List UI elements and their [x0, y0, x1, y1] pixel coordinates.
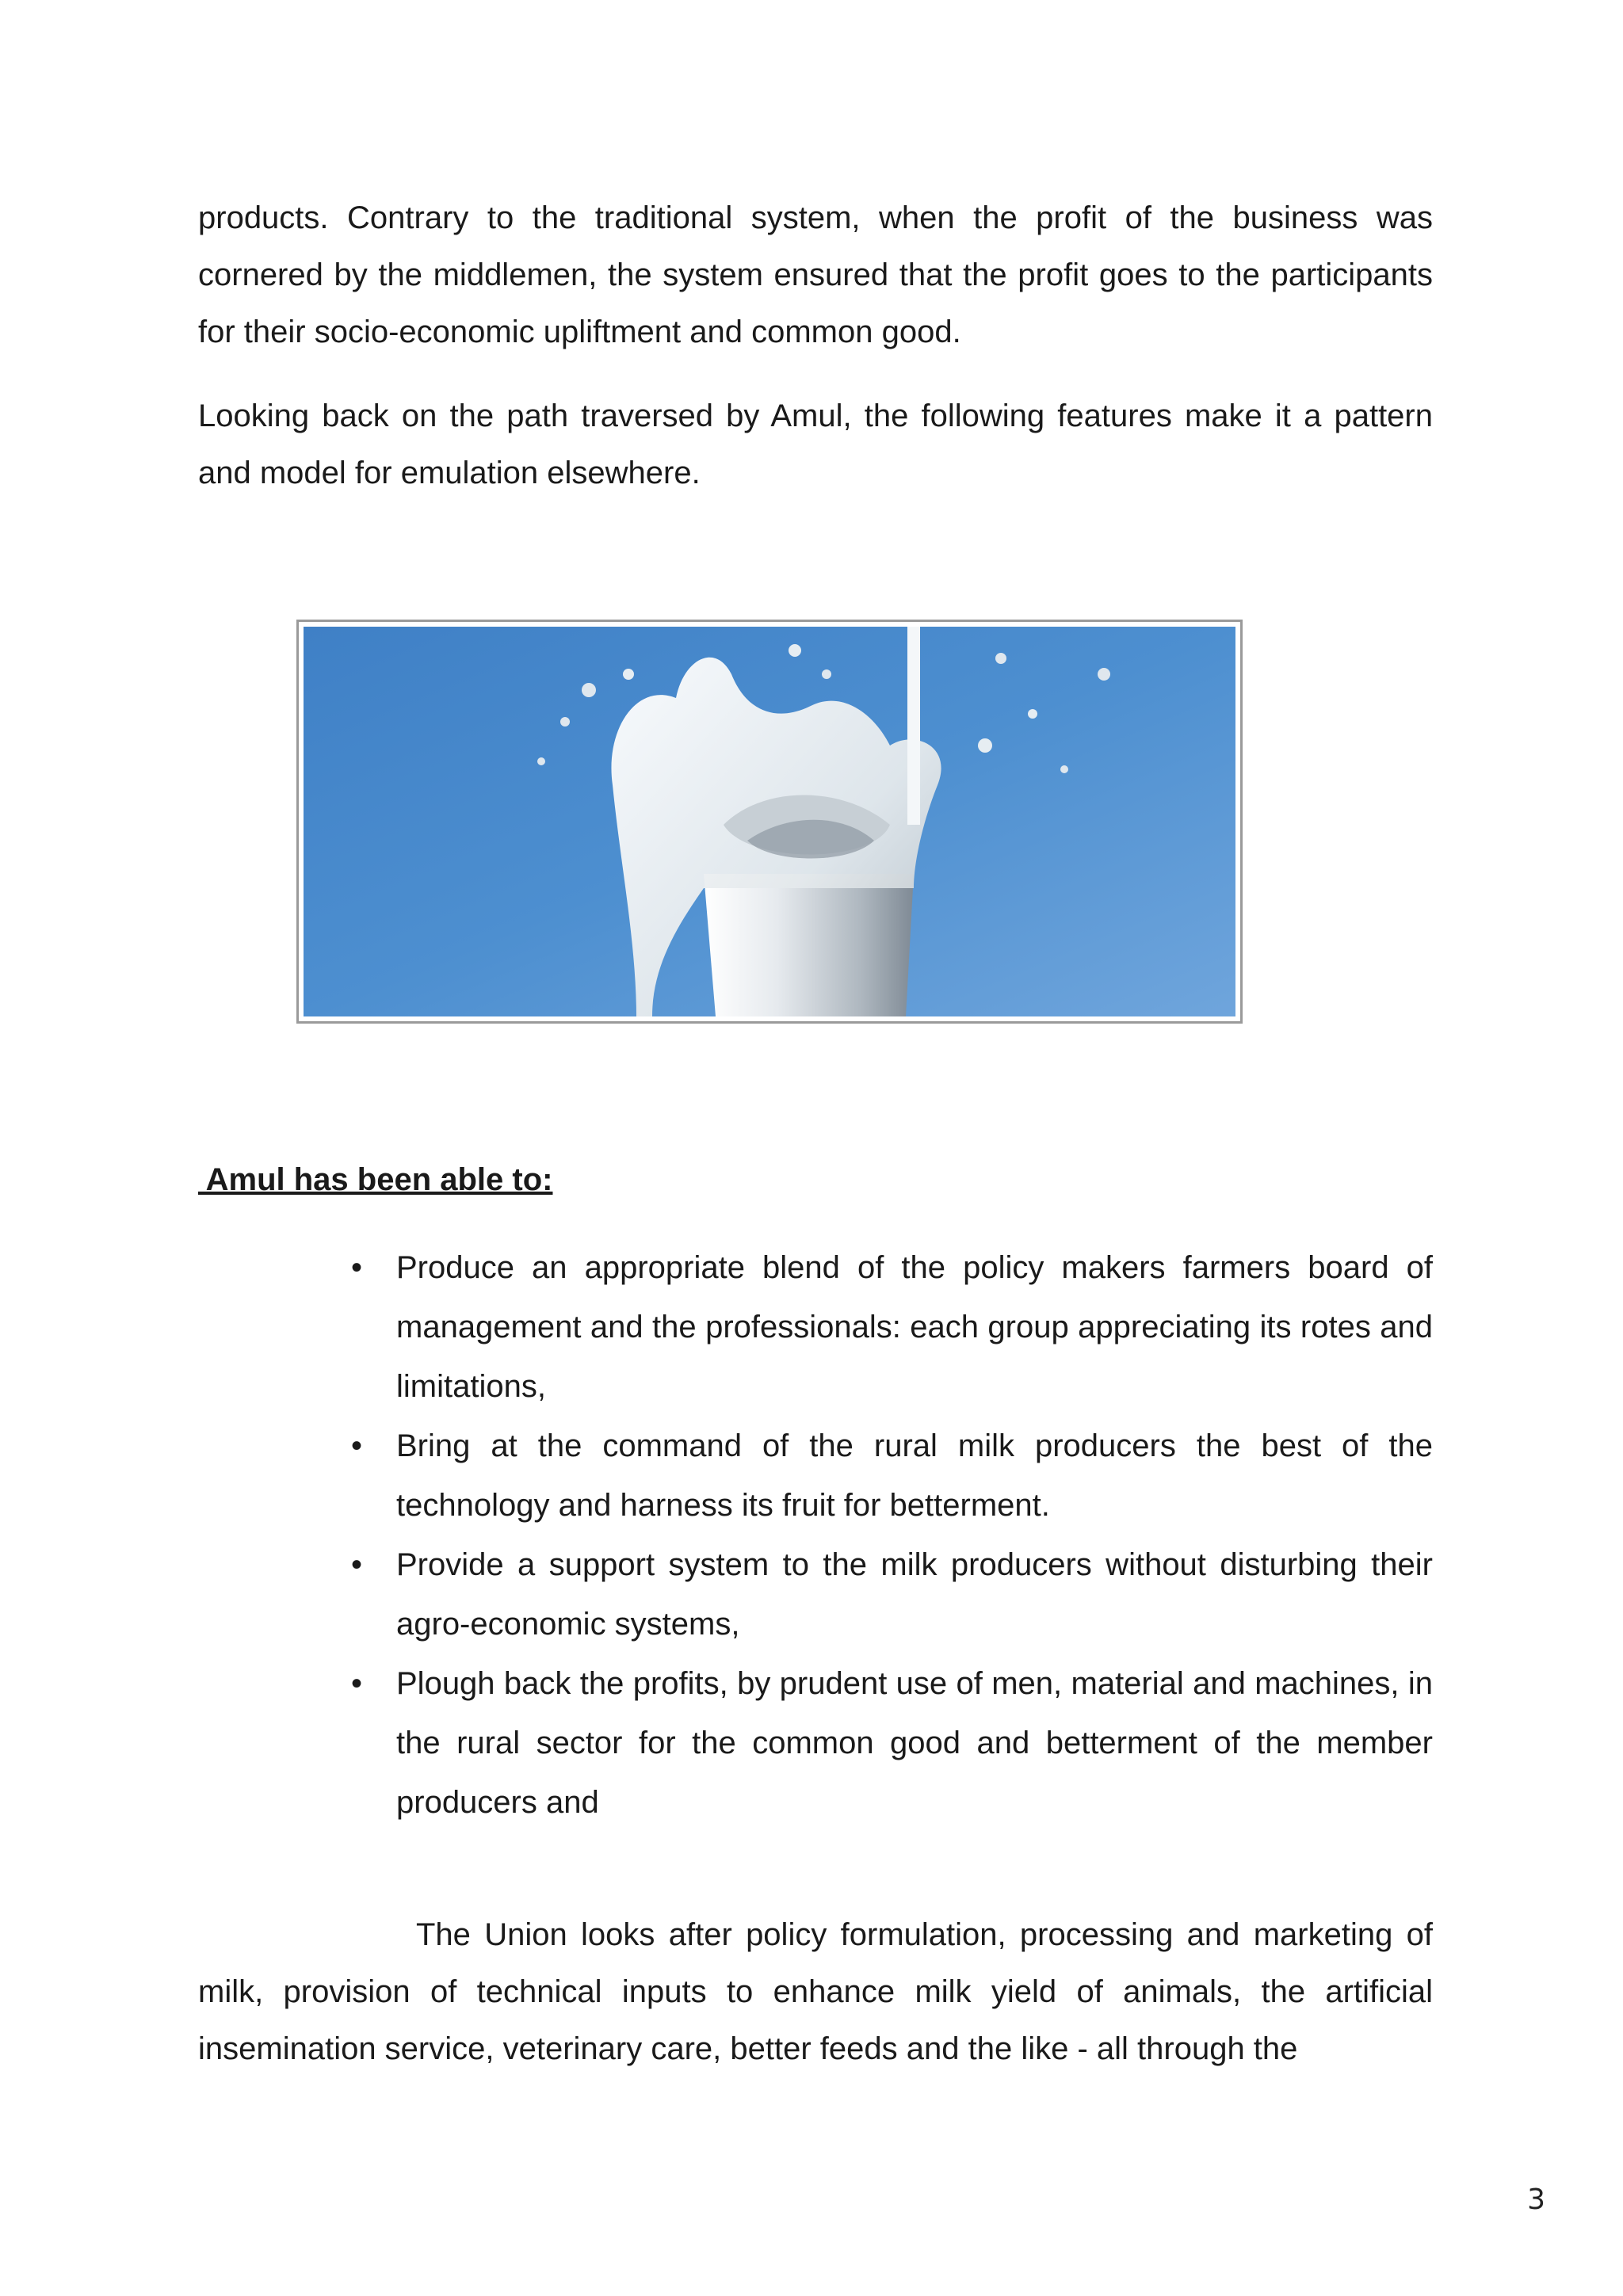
glass-shape: [704, 874, 914, 1016]
milk-stream: [907, 627, 920, 825]
milk-droplet: [995, 653, 1006, 664]
page-number: 3: [1527, 2183, 1545, 2216]
bullet-icon: •: [350, 1547, 362, 1582]
paragraph-looking-back: Looking back on the path traversed by Amul, the following features make it a pattern and model for emulation elsewhere.: [198, 399, 1433, 490]
list-item-text: Provide a support system to the milk producers without disturbing their agro-economic systems,: [396, 1547, 1433, 1642]
milk-splash-image: [304, 627, 1235, 1016]
milk-droplet: [789, 644, 801, 657]
list-item: [345, 1535, 1433, 1654]
milk-droplet: [1028, 709, 1037, 719]
paragraph-union-text: The Union looks after policy formulation, processing and marketing of milk, provision of technical inputs to enhance milk yield of animals, the artificial insemination service, veterinary care, better feeds and the like - all through the: [198, 1917, 1433, 2066]
list-item: [345, 1654, 1433, 1833]
milk-droplet: [1060, 765, 1068, 773]
milk-splash-figure: [296, 620, 1243, 1024]
bullet-list: [345, 1238, 1433, 1833]
milk-droplet: [537, 757, 545, 765]
paragraph-intro: products. Contrary to the traditional system, when the profit of the business was cornered by the middlemen, the system ensured that the profit goes to the participants for their socio-economic upliftment and common good.: [198, 200, 1433, 349]
list-item: [345, 1417, 1433, 1535]
list-item-text: Bring at the command of the rural milk producers the best of the technology and harness its fruit for betterment.: [396, 1428, 1433, 1523]
milk-droplet: [623, 669, 634, 680]
bullet-icon: •: [350, 1666, 362, 1701]
list-item-text: Plough back the profits, by prudent use of men, material and machines, in the rural sector for the common good and betterment of the member producers and: [396, 1666, 1433, 1820]
bullet-icon: •: [350, 1428, 362, 1463]
list-item: [345, 1238, 1433, 1417]
milk-droplet: [1098, 668, 1110, 681]
section-heading: Amul has been able to:: [198, 1162, 553, 1197]
milk-droplet: [560, 717, 570, 727]
bullet-icon: •: [350, 1250, 362, 1285]
milk-droplet: [978, 738, 992, 753]
milk-droplet: [582, 683, 596, 697]
milk-droplet: [822, 669, 831, 679]
list-item-text: Produce an appropriate blend of the policy makers farmers board of management and the professionals: each group appreciating its rotes and limitations,: [396, 1250, 1433, 1404]
paragraph-union: [198, 1906, 1433, 2077]
